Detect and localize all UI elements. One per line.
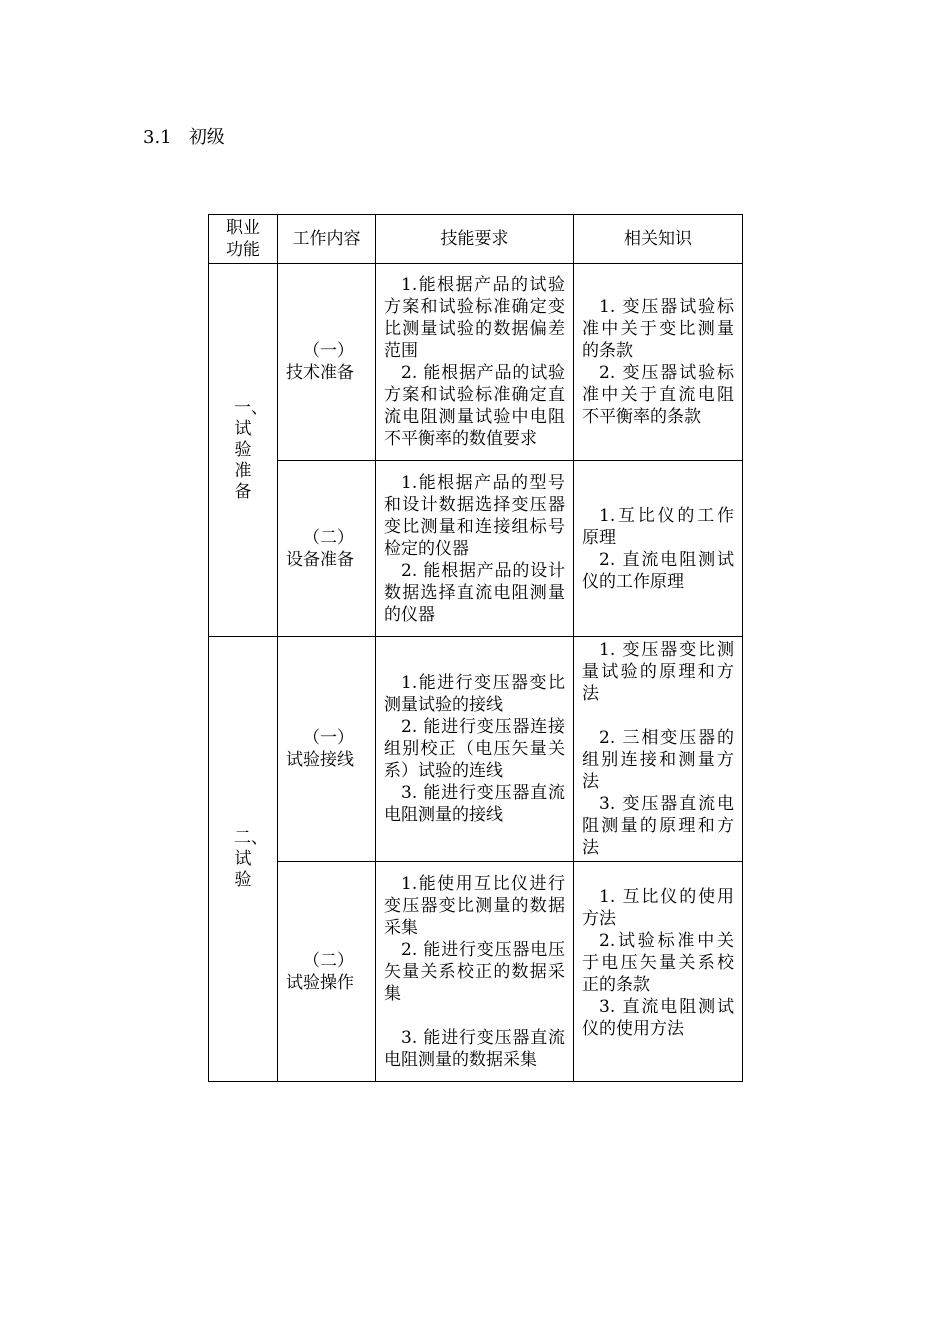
section-title: 初级 xyxy=(188,127,225,148)
table-row xyxy=(209,862,743,1082)
skill-item: 1.能进行变压器变比测量试验的接线 xyxy=(384,673,565,715)
function-label: 二、试验 xyxy=(234,827,268,890)
work-content-cell xyxy=(278,637,376,862)
work-content-label: （一）试验接线 xyxy=(286,728,354,770)
knowledge-item: 3. 变压器直流电阻测量的原理和方法 xyxy=(582,794,734,858)
skill-item: 2. 能进行变压器连接组别校正（电压矢量关系）试验的连线 xyxy=(384,717,565,781)
knowledge-cell xyxy=(574,264,743,461)
knowledge-item: 2. 三相变压器的组别连接和测量方法 xyxy=(582,728,734,792)
table-row xyxy=(209,637,743,862)
knowledge-item: 2. 变压器试验标准中关于直流电阻不平衡率的条款 xyxy=(582,363,734,427)
skill-item: 2. 能进行变压器电压矢量关系校正的数据采集 xyxy=(384,939,565,1004)
skill-item: 1.能根据产品的型号和设计数据选择变压器变比测量和连接组标号检定的仪器 xyxy=(384,472,565,559)
knowledge-item: 2.试验标准中关于电压矢量关系校正的条款 xyxy=(582,931,734,995)
skill-item: 2. 能根据产品的设计数据选择直流电阻测量的仪器 xyxy=(384,560,565,625)
table-row xyxy=(209,264,743,461)
knowledge-item: 1. 互比仪的使用方法 xyxy=(582,887,734,929)
header-related-knowledge: 相关知识 xyxy=(574,215,743,264)
knowledge-item: 1. 变压器试验标准中关于变比测量的条款 xyxy=(582,297,734,361)
knowledge-cell xyxy=(574,862,743,1082)
skill-item: 3. 能进行变压器直流电阻测量的接线 xyxy=(384,783,565,825)
work-content-cell xyxy=(278,264,376,461)
function-label: 一、试验准备 xyxy=(234,397,268,502)
function-cell-test xyxy=(209,637,278,1082)
skill-item: 1.能根据产品的试验方案和试验标准确定变比测量试验的数据偏差范围 xyxy=(384,275,565,361)
knowledge-item: 2. 直流电阻测试仪的工作原理 xyxy=(582,549,734,592)
skills-cell xyxy=(376,862,574,1082)
work-content-label: （二）设备准备 xyxy=(286,527,354,570)
function-cell-test-preparation xyxy=(209,264,278,637)
skills-cell xyxy=(376,637,574,862)
table-header-row xyxy=(209,215,743,264)
header-function: 职业 功能 xyxy=(209,215,278,264)
skill-item: 3. 能进行变压器直流电阻测量的数据采集 xyxy=(384,1027,565,1070)
knowledge-item: 1. 变压器变比测量试验的原理和方法 xyxy=(582,640,734,704)
skill-item: 2. 能根据产品的试验方案和试验标准确定直流电阻测量试验中电阻不平衡率的数值要求 xyxy=(384,363,565,449)
work-content-cell xyxy=(278,862,376,1082)
work-content-cell xyxy=(278,461,376,637)
work-content-label: （一）技术准备 xyxy=(286,341,354,383)
skills-cell xyxy=(376,461,574,637)
knowledge-item: 1.互比仪的工作原理 xyxy=(582,505,734,548)
section-number: 3.1 xyxy=(143,127,172,148)
table-row xyxy=(209,461,743,637)
skill-item: 1.能使用互比仪进行变压器变比测量的数据采集 xyxy=(384,873,565,938)
header-skill-requirements: 技能要求 xyxy=(376,215,574,264)
knowledge-cell xyxy=(574,637,743,862)
skill-requirements-table xyxy=(208,214,743,1082)
knowledge-cell xyxy=(574,461,743,637)
knowledge-item: 3. 直流电阻测试仪的使用方法 xyxy=(582,997,734,1039)
header-work-content: 工作内容 xyxy=(278,215,376,264)
work-content-label: （二）试验操作 xyxy=(286,950,354,993)
section-heading xyxy=(143,126,225,150)
skills-cell xyxy=(376,264,574,461)
